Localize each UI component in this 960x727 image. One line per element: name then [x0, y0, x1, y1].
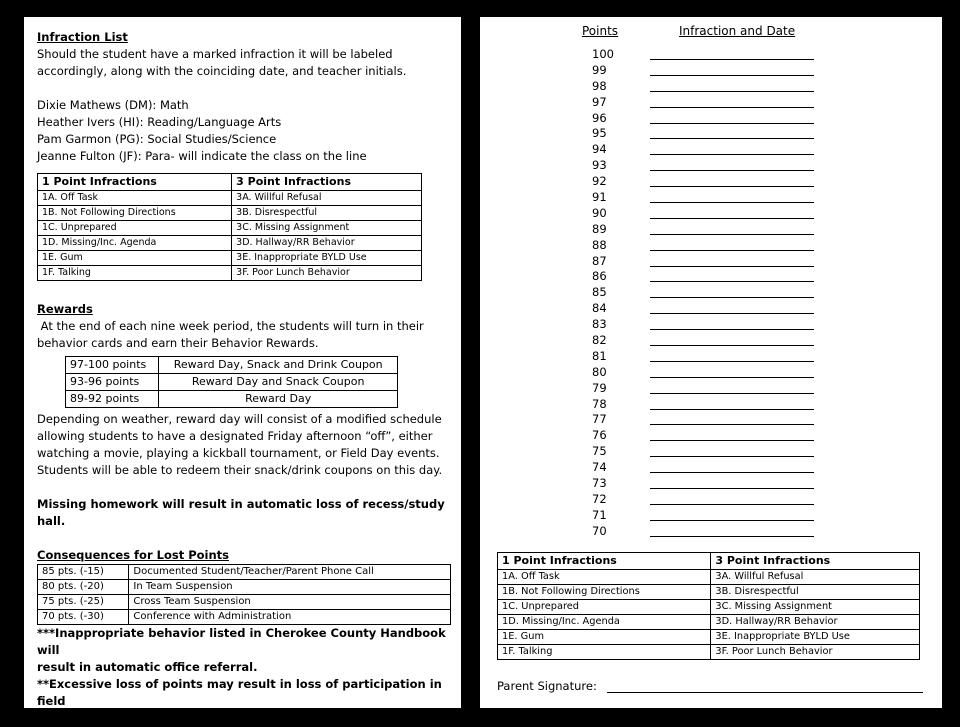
consequences-table [37, 564, 451, 625]
points-value: 99 [592, 62, 607, 77]
points-value: 71 [592, 507, 607, 522]
points-row [592, 46, 824, 62]
weather-line: watching a movie, playing a kickball tournament, or Field Day events. [37, 446, 440, 460]
table-header: 1 Point Infractions [498, 553, 711, 570]
table-cell: 1D. Missing/Inc. Agenda [498, 615, 711, 630]
points-value: 81 [592, 348, 607, 363]
points-value: 97 [592, 94, 607, 109]
points-value: 90 [592, 205, 607, 220]
points-row [592, 110, 824, 126]
points-row [592, 125, 824, 141]
infraction-date-line[interactable] [650, 218, 814, 219]
infraction-date-line[interactable] [650, 186, 814, 187]
footnote-line: ***Inappropriate behavior listed in Cherokee County Handbook will [37, 626, 446, 657]
points-value: 98 [592, 78, 607, 93]
table-cell: 3E. Inappropriate BYLD Use [232, 251, 422, 266]
infraction-date-header: Infraction and Date [679, 24, 796, 38]
points-row [592, 78, 824, 94]
infraction-date-line[interactable] [650, 138, 814, 139]
weather-line: Students will be able to redeem their snack/drink coupons on this day. [37, 463, 443, 477]
points-row [592, 443, 824, 459]
points-row [592, 427, 824, 443]
table-cell: 89-92 points [66, 391, 159, 408]
footnote-line: trips and end of the year activities. [37, 711, 267, 725]
rewards-heading: Rewards [37, 302, 93, 316]
points-value: 86 [592, 269, 607, 284]
table-cell: 3C. Missing Assignment [711, 600, 920, 615]
points-row [592, 205, 824, 221]
table-cell: 1F. Talking [38, 266, 232, 281]
points-row [592, 157, 824, 173]
parent-signature-line[interactable] [607, 692, 923, 693]
points-value: 92 [592, 174, 607, 189]
infraction-date-line[interactable] [650, 250, 814, 251]
points-list [592, 46, 824, 539]
points-row [592, 221, 824, 237]
points-row [592, 268, 824, 284]
table-cell: 3B. Disrespectful [232, 206, 422, 221]
infraction-date-line[interactable] [650, 409, 814, 410]
infraction-date-line[interactable] [650, 59, 814, 60]
points-value: 79 [592, 380, 607, 395]
points-value: 77 [592, 412, 607, 427]
points-header: Points [582, 24, 619, 38]
left-page [24, 17, 461, 725]
teacher-line: Jeanne Fulton (JF): Para- will indicate the class on the line [37, 149, 367, 163]
points-row [592, 491, 824, 507]
points-value: 78 [592, 396, 607, 411]
table-cell: 3D. Hallway/RR Behavior [232, 236, 422, 251]
rewards-intro-line: At the end of each nine week period, the students will turn in their [37, 319, 424, 333]
points-row [592, 507, 824, 523]
infraction-date-line[interactable] [650, 170, 814, 171]
points-value: 73 [592, 476, 607, 491]
table-cell: 1C. Unprepared [38, 221, 232, 236]
infraction-date-line[interactable] [650, 536, 814, 537]
table-cell: 1A. Off Task [498, 570, 711, 585]
table-cell: 1C. Unprepared [498, 600, 711, 615]
points-value: 94 [592, 142, 607, 157]
table-cell: 3C. Missing Assignment [232, 221, 422, 236]
points-row [592, 300, 824, 316]
consequences-heading: Consequences for Lost Points [37, 548, 229, 562]
infraction-date-line[interactable] [650, 424, 814, 425]
infraction-date-line[interactable] [650, 107, 814, 108]
table-header: 3 Point Infractions [711, 553, 920, 570]
table-cell: Reward Day and Snack Coupon [159, 374, 398, 391]
points-value: 74 [592, 460, 607, 475]
infraction-date-line[interactable] [650, 520, 814, 521]
points-row [592, 475, 824, 491]
table-cell: 85 pts. (-15) [38, 565, 129, 580]
infraction-date-line[interactable] [650, 345, 814, 346]
table-cell: 80 pts. (-20) [38, 580, 129, 595]
table-cell: 1B. Not Following Directions [498, 585, 711, 600]
weather-line: allowing students to have a designated Friday afternoon “off”, either [37, 429, 433, 443]
points-row [592, 62, 824, 78]
points-value: 83 [592, 317, 607, 332]
points-row [592, 253, 824, 269]
intro-line: accordingly, along with the coinciding date, and teacher initials. [37, 64, 407, 78]
table-cell: 1E. Gum [498, 630, 711, 645]
infraction-date-line[interactable] [650, 75, 814, 76]
rewards-table [65, 356, 398, 408]
table-cell: Cross Team Suspension [129, 595, 451, 610]
infraction-date-line[interactable] [650, 377, 814, 378]
points-value: 84 [592, 301, 607, 316]
points-row [592, 459, 824, 475]
infraction-date-line[interactable] [650, 456, 814, 457]
infraction-date-line[interactable] [650, 123, 814, 124]
points-row [592, 189, 824, 205]
points-value: 72 [592, 491, 607, 506]
points-value: 70 [592, 523, 607, 538]
infraction-date-line[interactable] [650, 361, 814, 362]
parent-signature-label: Parent Signature: [497, 679, 597, 693]
table-cell: 3F. Poor Lunch Behavior [711, 645, 920, 660]
points-value: 96 [592, 110, 607, 125]
footnote-line: result in automatic office referral. [37, 660, 258, 674]
footnote-line: **Excessive loss of points may result in loss of participation in field [37, 677, 442, 708]
points-row [592, 284, 824, 300]
infraction-date-line[interactable] [650, 440, 814, 441]
teacher-line: Dixie Mathews (DM): Math [37, 98, 189, 112]
points-row [592, 523, 824, 539]
points-row [592, 380, 824, 396]
infractions-table [497, 552, 920, 660]
infraction-date-line[interactable] [650, 329, 814, 330]
table-cell: 93-96 points [66, 374, 159, 391]
points-value: 75 [592, 444, 607, 459]
points-value: 82 [592, 333, 607, 348]
points-row [592, 364, 824, 380]
table-cell: 70 pts. (-30) [38, 610, 129, 625]
table-cell: 1A. Off Task [38, 191, 232, 206]
infraction-date-line[interactable] [650, 266, 814, 267]
points-value: 95 [592, 126, 607, 141]
points-value: 76 [592, 428, 607, 443]
infraction-list-heading: Infraction List [37, 30, 128, 44]
table-cell: 3F. Poor Lunch Behavior [232, 266, 422, 281]
table-cell: 3B. Disrespectful [711, 585, 920, 600]
table-cell: 1D. Missing/Inc. Agenda [38, 236, 232, 251]
teacher-line: Heather Ivers (HI): Reading/Language Arts [37, 115, 282, 129]
points-value: 89 [592, 221, 607, 236]
points-row [592, 141, 824, 157]
table-cell: Documented Student/Teacher/Parent Phone Call [129, 565, 451, 580]
points-value: 93 [592, 158, 607, 173]
table-cell: 3A. Willful Refusal [232, 191, 422, 206]
table-cell: 3D. Hallway/RR Behavior [711, 615, 920, 630]
table-header: 1 Point Infractions [38, 174, 232, 191]
table-cell: Reward Day, Snack and Drink Coupon [159, 357, 398, 374]
points-row [592, 396, 824, 412]
infractions-table [37, 173, 422, 281]
infraction-date-line[interactable] [650, 297, 814, 298]
infraction-date-line[interactable] [650, 504, 814, 505]
points-row [592, 316, 824, 332]
table-cell: 1B. Not Following Directions [38, 206, 232, 221]
missing-homework-note: Missing homework will result in automatic loss of recess/study hall. [37, 497, 445, 528]
table-cell: 3A. Willful Refusal [711, 570, 920, 585]
rewards-intro-line: behavior cards and earn their Behavior Rewards. [37, 336, 319, 350]
right-page [480, 17, 942, 708]
points-row [592, 348, 824, 364]
table-cell: Reward Day [159, 391, 398, 408]
infraction-date-line[interactable] [650, 313, 814, 314]
points-value: 88 [592, 237, 607, 252]
infraction-date-line[interactable] [650, 488, 814, 489]
points-row [592, 173, 824, 189]
infraction-date-line[interactable] [650, 202, 814, 203]
infraction-date-line[interactable] [650, 393, 814, 394]
points-row [592, 237, 824, 253]
points-value: 91 [592, 190, 607, 205]
table-header: 3 Point Infractions [232, 174, 422, 191]
table-cell: 1E. Gum [38, 251, 232, 266]
table-cell: 3E. Inappropriate BYLD Use [711, 630, 920, 645]
points-row [592, 332, 824, 348]
intro-line: Should the student have a marked infraction it will be labeled [37, 47, 393, 61]
infraction-date-line[interactable] [650, 154, 814, 155]
table-cell: Conference with Administration [129, 610, 451, 625]
infraction-date-line[interactable] [650, 91, 814, 92]
table-cell: 1F. Talking [498, 645, 711, 660]
points-value: 100 [592, 47, 614, 61]
points-value: 80 [592, 364, 607, 379]
teacher-line: Pam Garmon (PG): Social Studies/Science [37, 132, 277, 146]
weather-line: Depending on weather, reward day will consist of a modified schedule [37, 412, 442, 426]
table-cell: In Team Suspension [129, 580, 451, 595]
points-value: 85 [592, 285, 607, 300]
infraction-date-line[interactable] [650, 472, 814, 473]
table-cell: 97-100 points [66, 357, 159, 374]
points-row [592, 94, 824, 110]
infraction-date-line[interactable] [650, 281, 814, 282]
points-row [592, 411, 824, 427]
infraction-date-line[interactable] [650, 234, 814, 235]
points-value: 87 [592, 253, 607, 268]
table-cell: 75 pts. (-25) [38, 595, 129, 610]
